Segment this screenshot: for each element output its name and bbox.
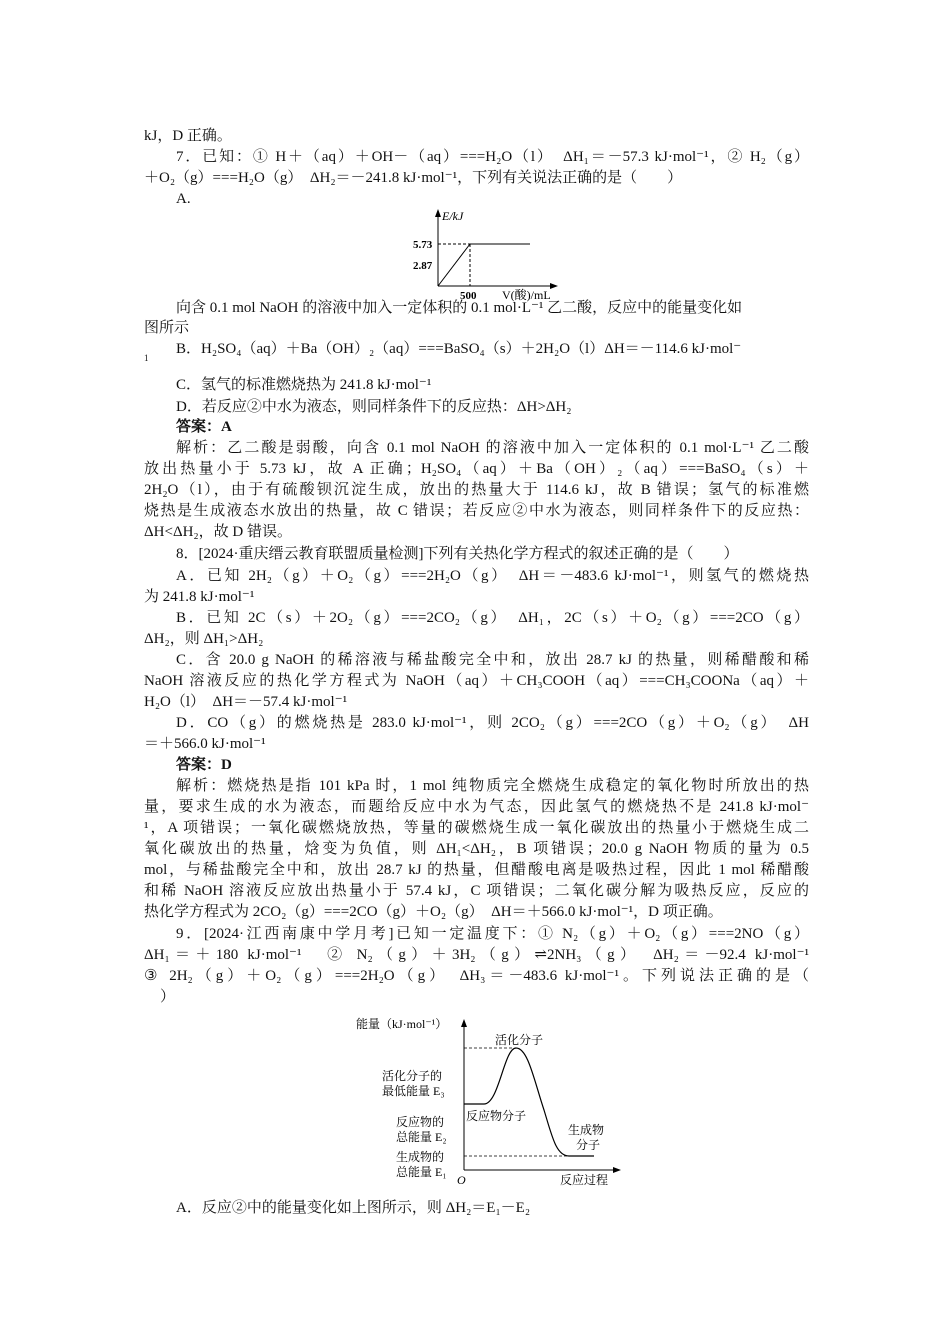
x-axis-label: V(酸)/mL	[502, 288, 551, 302]
explanation-line: 放出热量小于 5.73 kJ，故 A 正确；H₂SO₄（aq）＋Ba（OH）₂（aq）===BaSO₄（s）＋	[144, 461, 809, 477]
question-7-line: ＋O₂（g）===H₂O（g） ΔH₂＝－241.8 kJ·mol⁻¹，下列有关说法正确的是（ ）	[144, 170, 683, 186]
explanation-line: 解析：乙二酸是弱酸，向含 0.1 mol NaOH 的溶液中加入一定体积的 0.1 mol·L⁻¹ 乙二酸	[176, 440, 809, 456]
e2-label: 反应物的	[396, 1115, 445, 1129]
text-line: 图所示	[144, 320, 190, 336]
answer-line: 答案：A	[176, 419, 232, 435]
question-8-line: 8．[2024·重庆缙云教育联盟质量检测]下列有关热化学方程式的叙述正确的是（ ）	[176, 546, 739, 562]
answer-line: 答案：D	[176, 757, 232, 773]
reaction-energy-diagram	[354, 1010, 624, 1190]
text-line: NaOH 溶液反应的热化学方程式为 NaOH（aq）＋CH₃COOH（aq）===CH₃COONa（aq）＋	[144, 673, 809, 689]
origin-label: O	[457, 1173, 466, 1187]
y-axis-arrow-icon	[461, 1019, 467, 1027]
text-line: ＝＋566.0 kJ·mol⁻¹	[144, 736, 266, 752]
explanation-line: ¹，A 项错误；一氧化碳燃烧放热，等量的碳燃烧生成一氧化碳放出的热量小于燃烧生成二	[144, 820, 809, 836]
y-axis-label: 能量（kJ·mol⁻¹）	[356, 1017, 448, 1031]
explanation-line: 氧化碳放出的热量，焓变为负值，则 ΔH₁<ΔH₂，B 项错误；20.0 g NaOH 物质的量为 0.5	[144, 841, 809, 857]
e1-label: 总能量 E₁	[396, 1165, 447, 1179]
peak-label: 活化分子	[495, 1033, 544, 1047]
option-d: D．CO（g）的燃烧热是 283.0 kJ·mol⁻¹，则 2CO₂（g）===2CO（g）＋O₂（g） ΔH	[176, 715, 809, 731]
text-line: 1	[144, 353, 149, 363]
option-d: D．若反应②中水为液态，则同样条件下的反应热：ΔH>ΔH₂	[176, 399, 572, 415]
option-c: C．含 20.0 g NaOH 的稀溶液与稀盐酸完全中和，放出 28.7 kJ 的热量，则稀醋酸和稀	[176, 652, 809, 668]
rising-line	[438, 244, 470, 286]
text-line: H₂O（l） ΔH＝－57.4 kJ·mol⁻¹	[144, 694, 348, 710]
explanation-line: 2H₂O（l），由于有硫酸钡沉淀生成，放出的热量大于 114.6 kJ，故 B 错误；氢气的标准燃	[144, 482, 809, 498]
e3-label: 最低能量 E₃	[382, 1084, 445, 1098]
y-tick-label: 5.73	[413, 239, 433, 251]
text-line: ）	[160, 989, 176, 1005]
explanation-line: 量，要求生成的水为液态，而题给反应中水为气态，因此氢气的燃烧热不是 241.8 kJ·mol⁻	[144, 799, 809, 815]
text-line: 为 241.8 kJ·mol⁻¹	[144, 589, 255, 605]
reactant-label: 反应物分子	[466, 1109, 527, 1123]
explanation-line: 热化学方程式为 2CO₂（g）===2CO（g）＋O₂（g） ΔH＝＋566.0 kJ·mol⁻¹，D 项正确。	[144, 904, 723, 920]
option-b: B．H₂SO₄（aq）＋Ba（OH）₂（aq）===BaSO₄（s）＋2H₂O（l）ΔH＝－114.6 kJ·mol⁻	[176, 341, 742, 357]
y-axis-arrow-icon	[435, 209, 441, 217]
option-b: B．已知 2C（s）＋2O₂（g）===2CO₂（g） ΔH₁，2C（s）＋O₂（g）===2CO（g）	[176, 610, 809, 626]
product-label: 生成物	[568, 1123, 605, 1137]
text-line: kJ，D 正确。	[144, 128, 232, 144]
y-axis-label: E/kJ	[442, 209, 464, 223]
x-axis-label: 反应过程	[560, 1173, 609, 1187]
e3-label: 活化分子的	[382, 1069, 443, 1083]
e2-label: 总能量 E₂	[396, 1130, 447, 1144]
question-9-line: ③ 2H₂（g）＋O₂（g）===2H₂O（g） ΔH₃＝－483.6 kJ·mol⁻¹。下列说法正确的是（	[144, 968, 809, 984]
option-a: A．已知 2H₂（g）＋O₂（g）===2H₂O（g） ΔH＝－483.6 kJ·mol⁻¹，则氢气的燃烧热	[176, 568, 809, 584]
option-a: A．反应②中的能量变化如上图所示，则 ΔH₂＝E₁－E₂	[176, 1200, 531, 1216]
option-a-label: A.	[176, 191, 191, 207]
question-9-line: ΔH₁＝＋180 kJ·mol⁻¹ ② N₂（g）＋3H₂（g）⇌2NH₃（g） ΔH₂＝－92.4 kJ·mol⁻¹	[144, 947, 809, 963]
explanation-line: mol，与稀盐酸完全中和，放出 28.7 kJ 的热量，但醋酸电离是吸热过程，因此 1 mol 稀醋酸	[144, 862, 809, 878]
energy-volume-graph	[378, 206, 583, 302]
y-tick-label: 2.87	[413, 260, 433, 272]
text-line: ΔH₂，则 ΔH₁>ΔH₂	[144, 631, 264, 647]
x-tick-label: 500	[460, 290, 477, 302]
energy-curve	[464, 1048, 594, 1156]
explanation-line: ΔH<ΔH₂，故 D 错误。	[144, 524, 292, 540]
text-line: 向含 0.1 mol NaOH 的溶液中加入一定体积的 0.1 mol·L⁻¹ 乙二酸，反应中的能量变化如	[176, 300, 743, 316]
x-axis-arrow-icon	[550, 283, 558, 289]
explanation-line: 烧热是生成液态水放出的热量，故 C 错误；若反应②中水为液态，则同样条件下的反应热：	[144, 503, 809, 519]
e1-label: 生成物的	[396, 1150, 445, 1164]
question-7-line: 7．已知：① H＋（aq）＋OH－（aq）===H₂O（l） ΔH₁＝－57.3 kJ·mol⁻¹，② H₂（g）	[176, 149, 809, 165]
explanation-line: 解析：燃烧热是指 101 kPa 时，1 mol 纯物质完全燃烧生成稳定的氧化物时所放出的热	[176, 778, 809, 794]
product-label: 分子	[576, 1138, 601, 1152]
explanation-line: 和稀 NaOH 溶液反应放出热量小于 57.4 kJ，C 项错误；二氧化碳分解为吸热反应，反应的	[144, 883, 809, 899]
x-axis-arrow-icon	[613, 1167, 621, 1173]
option-c: C．氢气的标准燃烧热为 241.8 kJ·mol⁻¹	[176, 377, 432, 393]
question-9-line: 9．[2024·江西南康中学月考]已知一定温度下：① N₂（g）＋O₂（g）===2NO（g）	[176, 926, 809, 942]
